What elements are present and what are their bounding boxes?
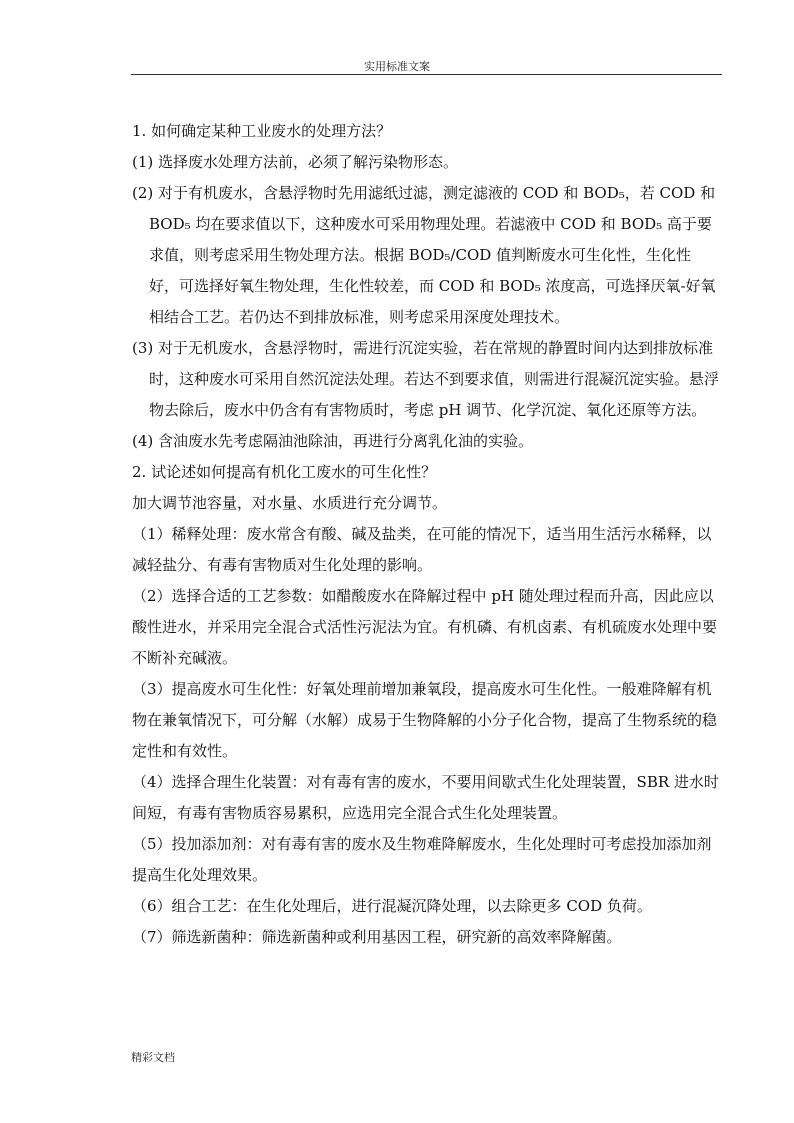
question-1-title: 1. 如何确定某种工业废水的处理方法？ [132,122,392,140]
page-header: 实用标准文案 [364,60,430,73]
q2-item-4: （4）选择合理生化装置：对有毒有害的废水，不要用间歇式生化处理装置，SBR 进水时间短，有毒有害物质容易累积，应选用完全混合式生化处理装置。 [132,773,719,822]
q2-item-5: （5）投加添加剂：对有毒有害的废水及生物难降解废水，生化处理时可考虑投加添加剂提高生化处理效果。 [132,835,712,884]
q2-intro: 加大调节池容量，对水量、水质进行充分调节。 [132,494,448,512]
q2-item-1: （1）稀释处理：废水常含有酸、碱及盐类，在可能的情况下，适当用生活污水稀释，以减轻盐分、有毒有害物质对生化处理的影响。 [132,525,712,574]
q2-item-2: （2）选择合适的工艺参数：如醋酸废水在降解过程中 pH 随处理过程而升高，因此应以酸性进水，并采用完全混合式活性污泥法为宜。有机磷、有机卤素、有机硫废水处理中要不断补充碱液。 [132,587,718,667]
q1-item-4: (4) 含油废水先考虑隔油池除油，再进行分离乳化油的实验。 [132,432,534,450]
q2-item-7: （7）筛选新菌种：筛选新菌种或利用基因工程，研究新的高效率降解菌。 [132,928,622,946]
q1-item-2: (2) 对于有机废水，含悬浮物时先用滤纸过滤，测定滤液的 COD 和 BOD₅，若 COD 和 BOD₅ 均在要求值以下，这种废水可采用物理处理。若滤液中 COD 和 BOD₅ 高于要求值，则考虑采用生物处理方法。根据 BOD₅/COD 值判断废水可生化性，生化性好，可选择好氧生物处理，生化性较差，而 COD 和 BOD₅ 浓度高，可选择厌氧-好氧相结合工艺。若仍达不到排放标准，则考虑采用深度处理技术。 [132,184,716,326]
document-body [132,116,720,953]
header-rule [131,74,722,75]
question-2-title: 2. 试论述如何提高有机化工废水的可生化性？ [132,463,437,481]
q1-item-3: (3) 对于无机废水，含悬浮物时，需进行沉淀实验，若在常规的静置时间内达到排放标准时，这种废水可采用自然沉淀法处理。若达不到要求值，则需进行混凝沉淀实验。悬浮物去除后，废水中仍含有有害物质时，考虑 pH 调节、化学沉淀、氧化还原等方法。 [132,339,720,419]
q2-item-6: （6）组合工艺：在生化处理后，进行混凝沉降处理，以去除更多 COD 负荷。 [132,897,652,915]
page-footer: 精彩文档 [131,1051,175,1064]
q1-item-1: (1) 选择废水处理方法前，必须了解污染物形态。 [132,153,459,171]
q2-item-3: （3）提高废水可生化性：好氧处理前增加兼氧段，提高废水可生化性。一般难降解有机物在兼氧情况下，可分解（水解）成易于生物降解的小分子化合物，提高了生物系统的稳定性和有效性。 [132,680,718,760]
